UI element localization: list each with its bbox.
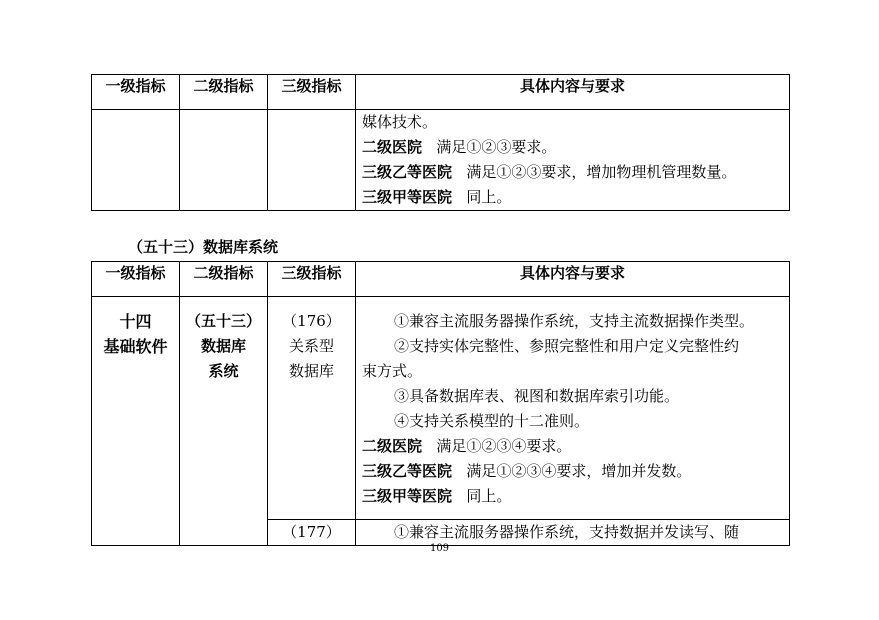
level1-cell [92, 297, 180, 546]
header-level1: 一级指标 [92, 75, 180, 110]
page-number: 109 [429, 543, 450, 554]
grade-requirement: 满足①②③④要求，增加并发数。 [466, 462, 692, 480]
table-row [92, 297, 790, 520]
header-content: 具体内容与要求 [356, 262, 790, 297]
grade-label: 三级甲等医院 [362, 188, 453, 206]
level3-cell [268, 297, 356, 520]
requirement-line: ③具备数据库表、视图和数据库索引功能。 [394, 387, 680, 405]
section-title: （五十三）数据库系统 [128, 238, 279, 256]
grade-line-tertiary-b [362, 459, 789, 484]
grade-label: 三级甲等医院 [362, 487, 453, 505]
level1-line: 十四 [119, 312, 152, 331]
level3-line: 数据库 [288, 362, 334, 380]
level3-line: 关系型 [288, 337, 334, 355]
level3-code: （177） [282, 523, 341, 541]
content-cell [356, 110, 790, 211]
grade-label: 三级乙等医院 [362, 462, 453, 480]
grade-requirement: 满足①②③要求。 [436, 138, 557, 156]
level1-cell [92, 110, 180, 211]
grade-label: 二级医院 [362, 138, 423, 156]
level2-line: 数据库 [200, 337, 246, 355]
content-cell [356, 520, 790, 546]
grade-requirement: 同上。 [466, 188, 512, 206]
table-header-row [92, 262, 790, 297]
level2-cell [180, 297, 268, 546]
table-header-row [92, 75, 790, 110]
level1-line: 基础软件 [103, 337, 168, 356]
requirement-line: ②支持实体完整性、参照完整性和用户定义完整性约 [394, 337, 740, 355]
grade-line-secondary [362, 434, 789, 459]
grade-line-tertiary-a [362, 185, 789, 210]
content-cell [356, 297, 790, 520]
requirement-line: ①兼容主流服务器操作系统，支持数据并发读写、随 [394, 523, 740, 541]
grade-line-tertiary-b [362, 160, 789, 185]
level3-code: （176） [282, 312, 341, 330]
header-level1: 一级指标 [92, 262, 180, 297]
header-content: 具体内容与要求 [356, 75, 790, 110]
requirements-table-continued [91, 74, 790, 211]
grade-label: 三级乙等医院 [362, 163, 453, 181]
grade-line-secondary [362, 135, 789, 160]
requirement-line: ①兼容主流服务器操作系统，支持主流数据操作类型。 [394, 312, 755, 330]
database-system-table [91, 261, 790, 546]
grade-line-tertiary-a [362, 484, 789, 509]
level2-cell [180, 110, 268, 211]
level2-line: （五十三） [185, 312, 261, 330]
level2-line: 系统 [208, 362, 239, 380]
header-level3: 三级指标 [268, 262, 356, 297]
table-row [92, 110, 790, 211]
grade-requirement: 同上。 [466, 487, 512, 505]
header-level2: 二级指标 [180, 262, 268, 297]
grade-requirement: 满足①②③要求，增加物理机管理数量。 [466, 163, 737, 181]
level3-cell [268, 520, 356, 546]
requirement-line: 束方式。 [362, 362, 423, 380]
grade-requirement: 满足①②③④要求。 [436, 437, 572, 455]
header-level2: 二级指标 [180, 75, 268, 110]
level3-cell [268, 110, 356, 211]
header-level3: 三级指标 [268, 75, 356, 110]
content-line: 媒体技术。 [362, 113, 438, 131]
requirement-line: ④支持关系模型的十二准则。 [394, 412, 590, 430]
grade-label: 二级医院 [362, 437, 423, 455]
